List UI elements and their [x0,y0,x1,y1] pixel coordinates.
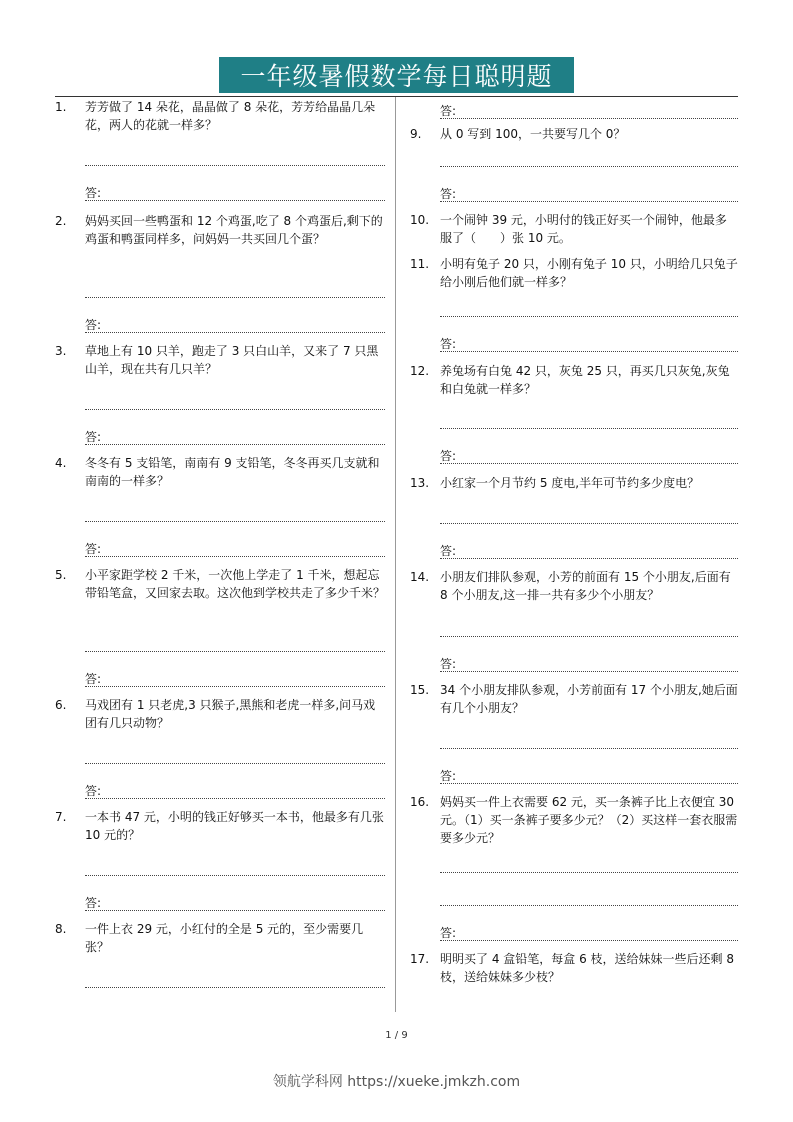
answer-line [440,316,738,317]
question-13 [410,474,738,492]
answer-line [440,523,738,524]
answer-line [85,409,385,410]
question-number: 4. [55,456,67,470]
answer-label: 答: [440,657,457,671]
question-2 [55,212,385,266]
question-text: 从 0 写到 100，一共要写几个 0？ [440,127,626,141]
question-text: 小明有兔子 20 只，小刚有兔子 10 只，小明给几只兔子给小刚后他们就一样多？ [440,257,738,289]
answer-row [85,892,385,911]
answer-label: 答: [440,926,457,940]
column-divider [395,97,396,1012]
question-number: 5. [55,568,67,582]
answer-row [85,780,385,799]
question-text: 小朋友们排队参观，小芳的前面有 15 个小朋友,后面有 8 个小朋友,这一排一共有多少个小朋友？ [440,570,731,602]
question-text: 一件上衣 29 元，小红付的全是 5 元的，至少需要几张？ [85,922,364,954]
answer-row [440,100,738,119]
question-number: 1. [55,100,67,114]
question-16 [410,793,738,847]
answer-label: 答: [85,784,102,798]
question-4 [55,454,385,490]
page-number: 1 / 9 [385,1030,408,1041]
question-text: 明明买了 4 盒铅笔，每盒 6 枝，送给妹妹一些后还剩 8 枝，送给妹妹多少枝？ [440,952,734,984]
answer-line [440,166,738,167]
answer-label: 答: [85,186,102,200]
answer-label: 答: [440,104,457,118]
answer-row [440,333,738,352]
answer-line [85,165,385,166]
question-number: 14. [410,570,430,584]
question-text: 一本书 47 元，小明的钱正好够买一本书，他最多有几张 10 元的？ [85,810,384,842]
question-text: 小红家一个月节约 5 度电,半年可节约多少度电？ [440,476,700,490]
answer-line [440,428,738,429]
answer-label: 答: [440,337,457,351]
title-rule [55,96,738,97]
answer-row [440,765,738,784]
answer-label: 答: [85,430,102,444]
question-text: 妈妈买一件上衣需要 62 元，买一条裤子比上衣便宜 30 元。（1）买一条裤子要多少元？（2）买这样一套衣服需要多少元？ [440,795,738,845]
answer-row [440,183,738,202]
answer-label: 答: [85,542,102,556]
footer-watermark: 领航学科网 https://xueke.jmkzh.com [272,1074,521,1090]
answer-row [440,922,738,941]
answer-label: 答: [440,769,457,783]
question-text: 妈妈买回一些鸭蛋和 12 个鸡蛋,吃了 8 个鸡蛋后,剩下的鸡蛋和鸭蛋同样多，问妈妈一共买回几个蛋？ [85,214,383,246]
answer-label: 答: [440,449,457,463]
question-number: 3. [55,344,67,358]
answer-row [85,314,385,333]
answer-label: 答: [85,318,102,332]
question-text: 马戏团有 1 只老虎,3 只猴子,黑熊和老虎一样多,问马戏团有几只动物？ [85,698,376,730]
answer-line [440,636,738,637]
question-12 [410,362,738,398]
question-6 [55,696,385,732]
answer-row [85,668,385,687]
question-text: 养兔场有白兔 42 只，灰兔 25 只，再买几只灰兔,灰兔和白兔就一样多？ [440,364,730,396]
question-number: 13. [410,476,430,490]
page-title: 一年级暑假数学每日聪明题 [219,57,574,93]
answer-row [440,445,738,464]
question-text: 一个闹钟 39 元，小明付的钱正好买一个闹钟，他最多服了（ ）张 10 元。 [440,213,727,245]
question-number: 9. [410,127,422,141]
answer-line [85,763,385,764]
question-text: 冬冬有 5 支铅笔，南南有 9 支铅笔，冬冬再买几支就和南南的一样多？ [85,456,380,488]
left-column [55,98,385,988]
question-number: 8. [55,922,67,936]
answer-line [85,875,385,876]
answer-line [85,987,385,988]
question-1 [55,98,385,134]
question-15 [410,681,738,717]
answer-line [85,521,385,522]
question-number: 12. [410,364,430,378]
question-number: 16. [410,795,430,809]
answer-row [85,538,385,557]
answer-row [440,653,738,672]
question-number: 15. [410,683,430,697]
question-8 [55,920,385,956]
question-text: 芳芳做了 14 朵花，晶晶做了 8 朵花，芳芳给晶晶几朵花，两人的花就一样多？ [85,100,376,132]
answer-line [85,297,385,298]
question-10 [410,211,738,247]
question-7 [55,808,385,844]
answer-line [440,905,738,906]
answer-row [85,182,385,201]
question-number: 17. [410,952,430,966]
question-9 [410,125,738,143]
answer-line [440,872,738,873]
question-11 [410,255,738,291]
question-number: 10. [410,213,430,227]
question-text: 34 个小朋友排队参观，小芳前面有 17 个小朋友,她后面有几个小朋友？ [440,683,738,715]
answer-row [440,540,738,559]
question-5 [55,566,385,620]
question-number: 6. [55,698,67,712]
question-number: 11. [410,257,430,271]
answer-row [85,426,385,445]
answer-label: 答: [85,896,102,910]
question-number: 7. [55,810,67,824]
question-3 [55,342,385,378]
answer-line [440,748,738,749]
answer-label: 答: [85,672,102,686]
right-column [410,98,738,986]
answer-line [85,651,385,652]
question-text: 草地上有 10 只羊，跑走了 3 只白山羊，又来了 7 只黑山羊，现在共有几只羊？ [85,344,379,376]
answer-label: 答: [440,187,457,201]
question-17 [410,950,738,986]
question-text: 小平家距学校 2 千米，一次他上学走了 1 千米，想起忘带铅笔盒，又回家去取。这次他到学校共走了多少千米？ [85,568,386,600]
question-14 [410,568,738,604]
question-number: 2. [55,214,67,228]
answer-label: 答: [440,544,457,558]
